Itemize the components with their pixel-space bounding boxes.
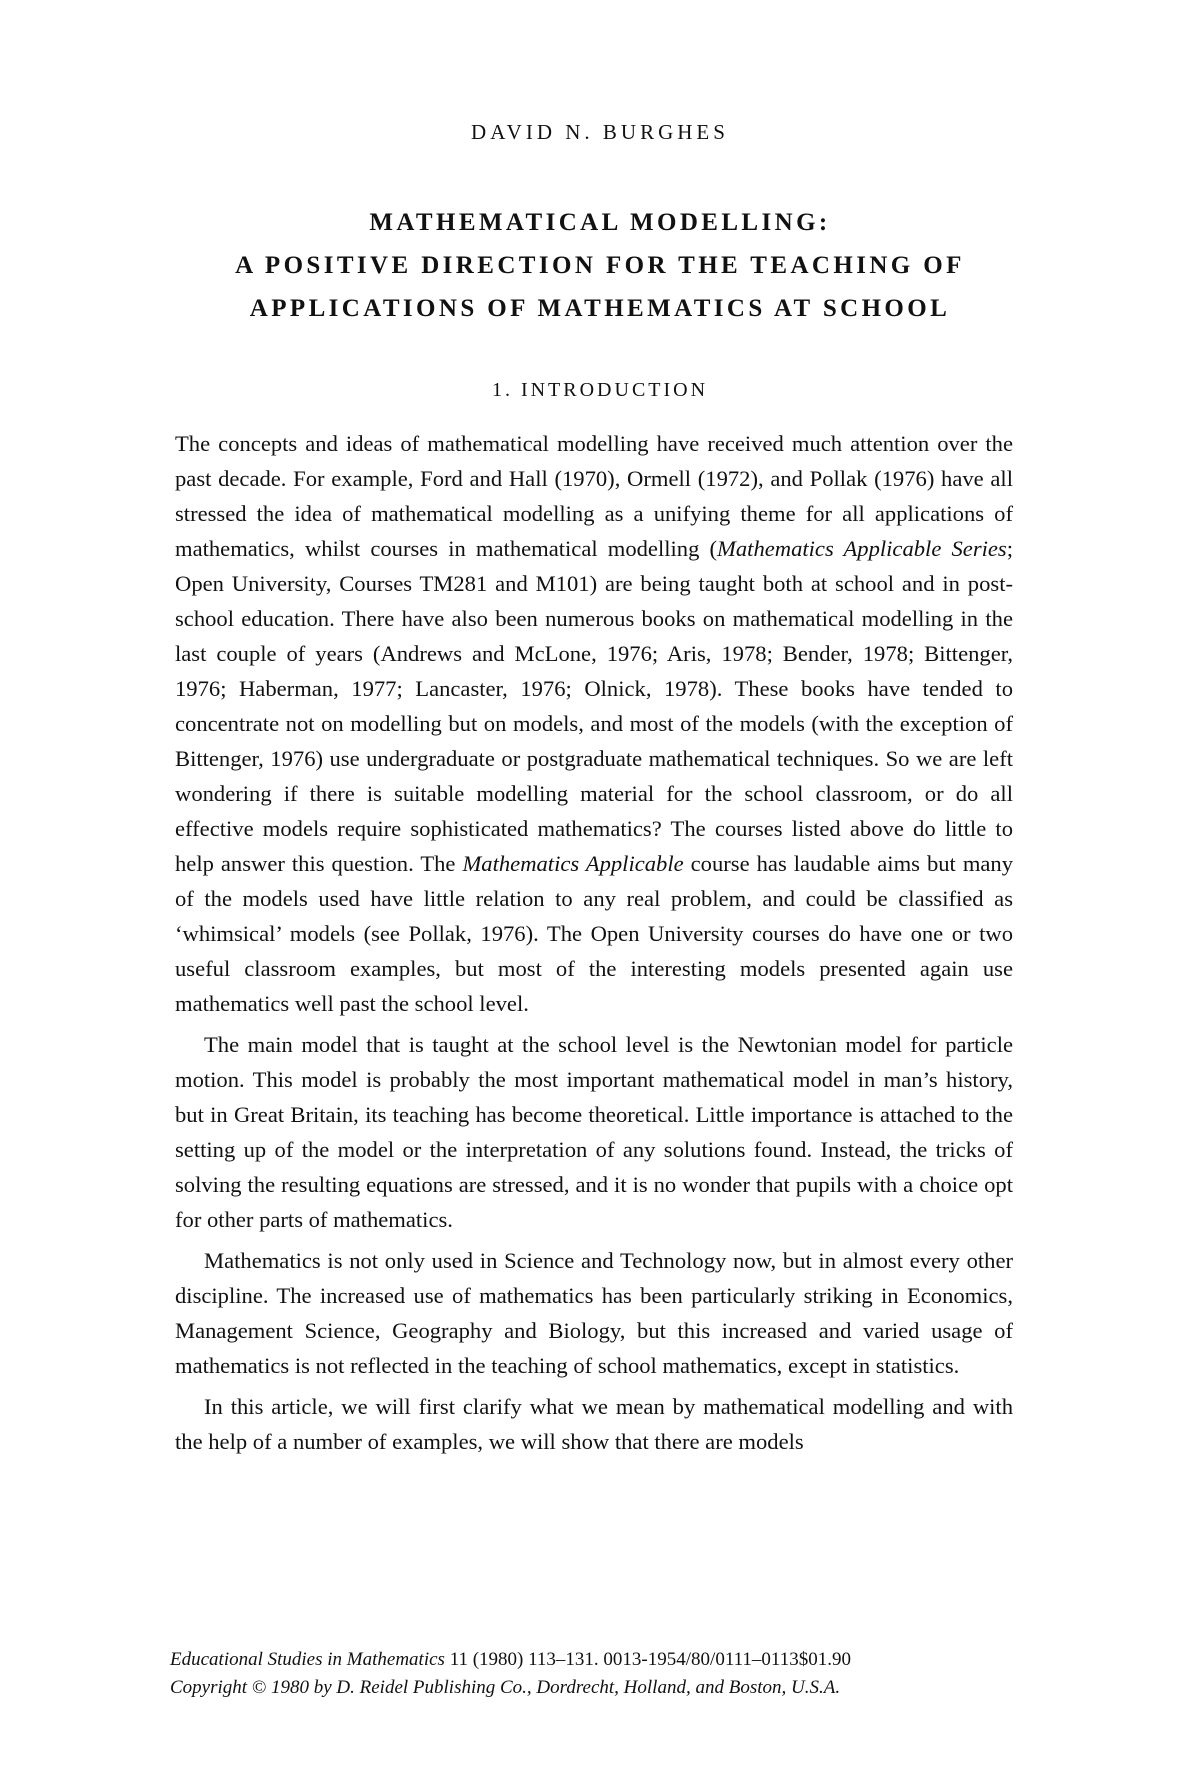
paragraph-1-italic-course: Mathematics Applicable: [462, 851, 684, 876]
paragraph-1-part-a: The concepts and ideas of mathematical modelling have received much attention over the past decade. For example, Ford and Hall (1970), Ormell (1972), and Pollak (1976) have all stressed the idea of mathematical modelling as a unifying theme for all applications of mathematics, whilst courses in mathematical modelling (: [175, 431, 1013, 561]
copyright-notice: Copyright © 1980 by D. Reidel Publishing Co., Dordrecht, Holland, and Boston, U.S.A.: [170, 1677, 841, 1698]
paragraph-4: In this article, we will first clarify what we mean by mathematical modelling and with the help of a number of examples, we will show that there are models: [175, 1394, 1013, 1454]
paragraph-1-italic-series: Mathematics Applicable Series: [717, 536, 1007, 561]
title-line-2: A POSITIVE DIRECTION FOR THE TEACHING OF: [235, 252, 965, 279]
title-line-1: MATHEMATICAL MODELLING:: [369, 209, 831, 236]
section-heading: 1. INTRODUCTION: [491, 379, 709, 401]
paragraph-2: The main model that is taught at the school level is the Newtonian model for particle motion. This model is probably the most important mathematical model in man’s history, but in Great Britain, its teaching has become theoretical. Little importance is attached to the setting up of the model or the interpretation of any solutions found. Instead, the tricks of solving the resulting equations are stressed, and it is no wonder that pupils with a choice opt for other parts of mathematics.: [175, 1032, 1013, 1232]
journal-name: Educational Studies in Mathematics: [170, 1649, 445, 1670]
page-footer: [170, 1646, 1070, 1702]
body-text: [175, 426, 1013, 1465]
paragraph-1: [175, 426, 1013, 1021]
journal-citation: [170, 1646, 1070, 1674]
paragraph-3: Mathematics is not only used in Science and Technology now, but in almost every other discipline. The increased use of mathematics has been particularly striking in Economics, Management Science, Geography and Biology, but this increased and varied usage of mathematics is not reflected in the teaching of school mathematics, except in statistics.: [175, 1248, 1013, 1378]
paragraph-1-part-c: ; Open University, Courses TM281 and M101) are being taught both at school and in post-school education. There have also been numerous books on mathematical modelling in the last couple of years (Andrews and McLone, 1976; Aris, 1978; Bender, 1978; Bittenger, 1976; Haberman, 1977; Lancaster, 1976; Olnick, 1978). These books have tended to concentrate not on modelling but on models, and most of the models (with the exception of Bittenger, 1976) use undergraduate or postgraduate mathematical techniques. So we are left wondering if there is suitable modelling material for the school classroom, or do all effective models require sophisticated mathematics? The courses listed above do little to help answer this question. The: [175, 536, 1013, 876]
article-title: [0, 201, 1200, 330]
title-line-3: APPLICATIONS OF MATHEMATICS AT SCHOOL: [249, 295, 951, 322]
paragraph-1-part-e: course has laudable aims but many of the models used have little relation to any real problem, and could be classified as ‘whimsical’ models (see Pollak, 1976). The Open University courses do have one or two useful classroom examples, but most of the interesting models presented again use mathematics well past the school level.: [175, 851, 1014, 1016]
journal-volume-pages: 11 (1980) 113–131. 0013-1954/80/0111–0113$01.90: [444, 1649, 851, 1670]
author-name: DAVID N. BURGHES: [471, 120, 729, 144]
